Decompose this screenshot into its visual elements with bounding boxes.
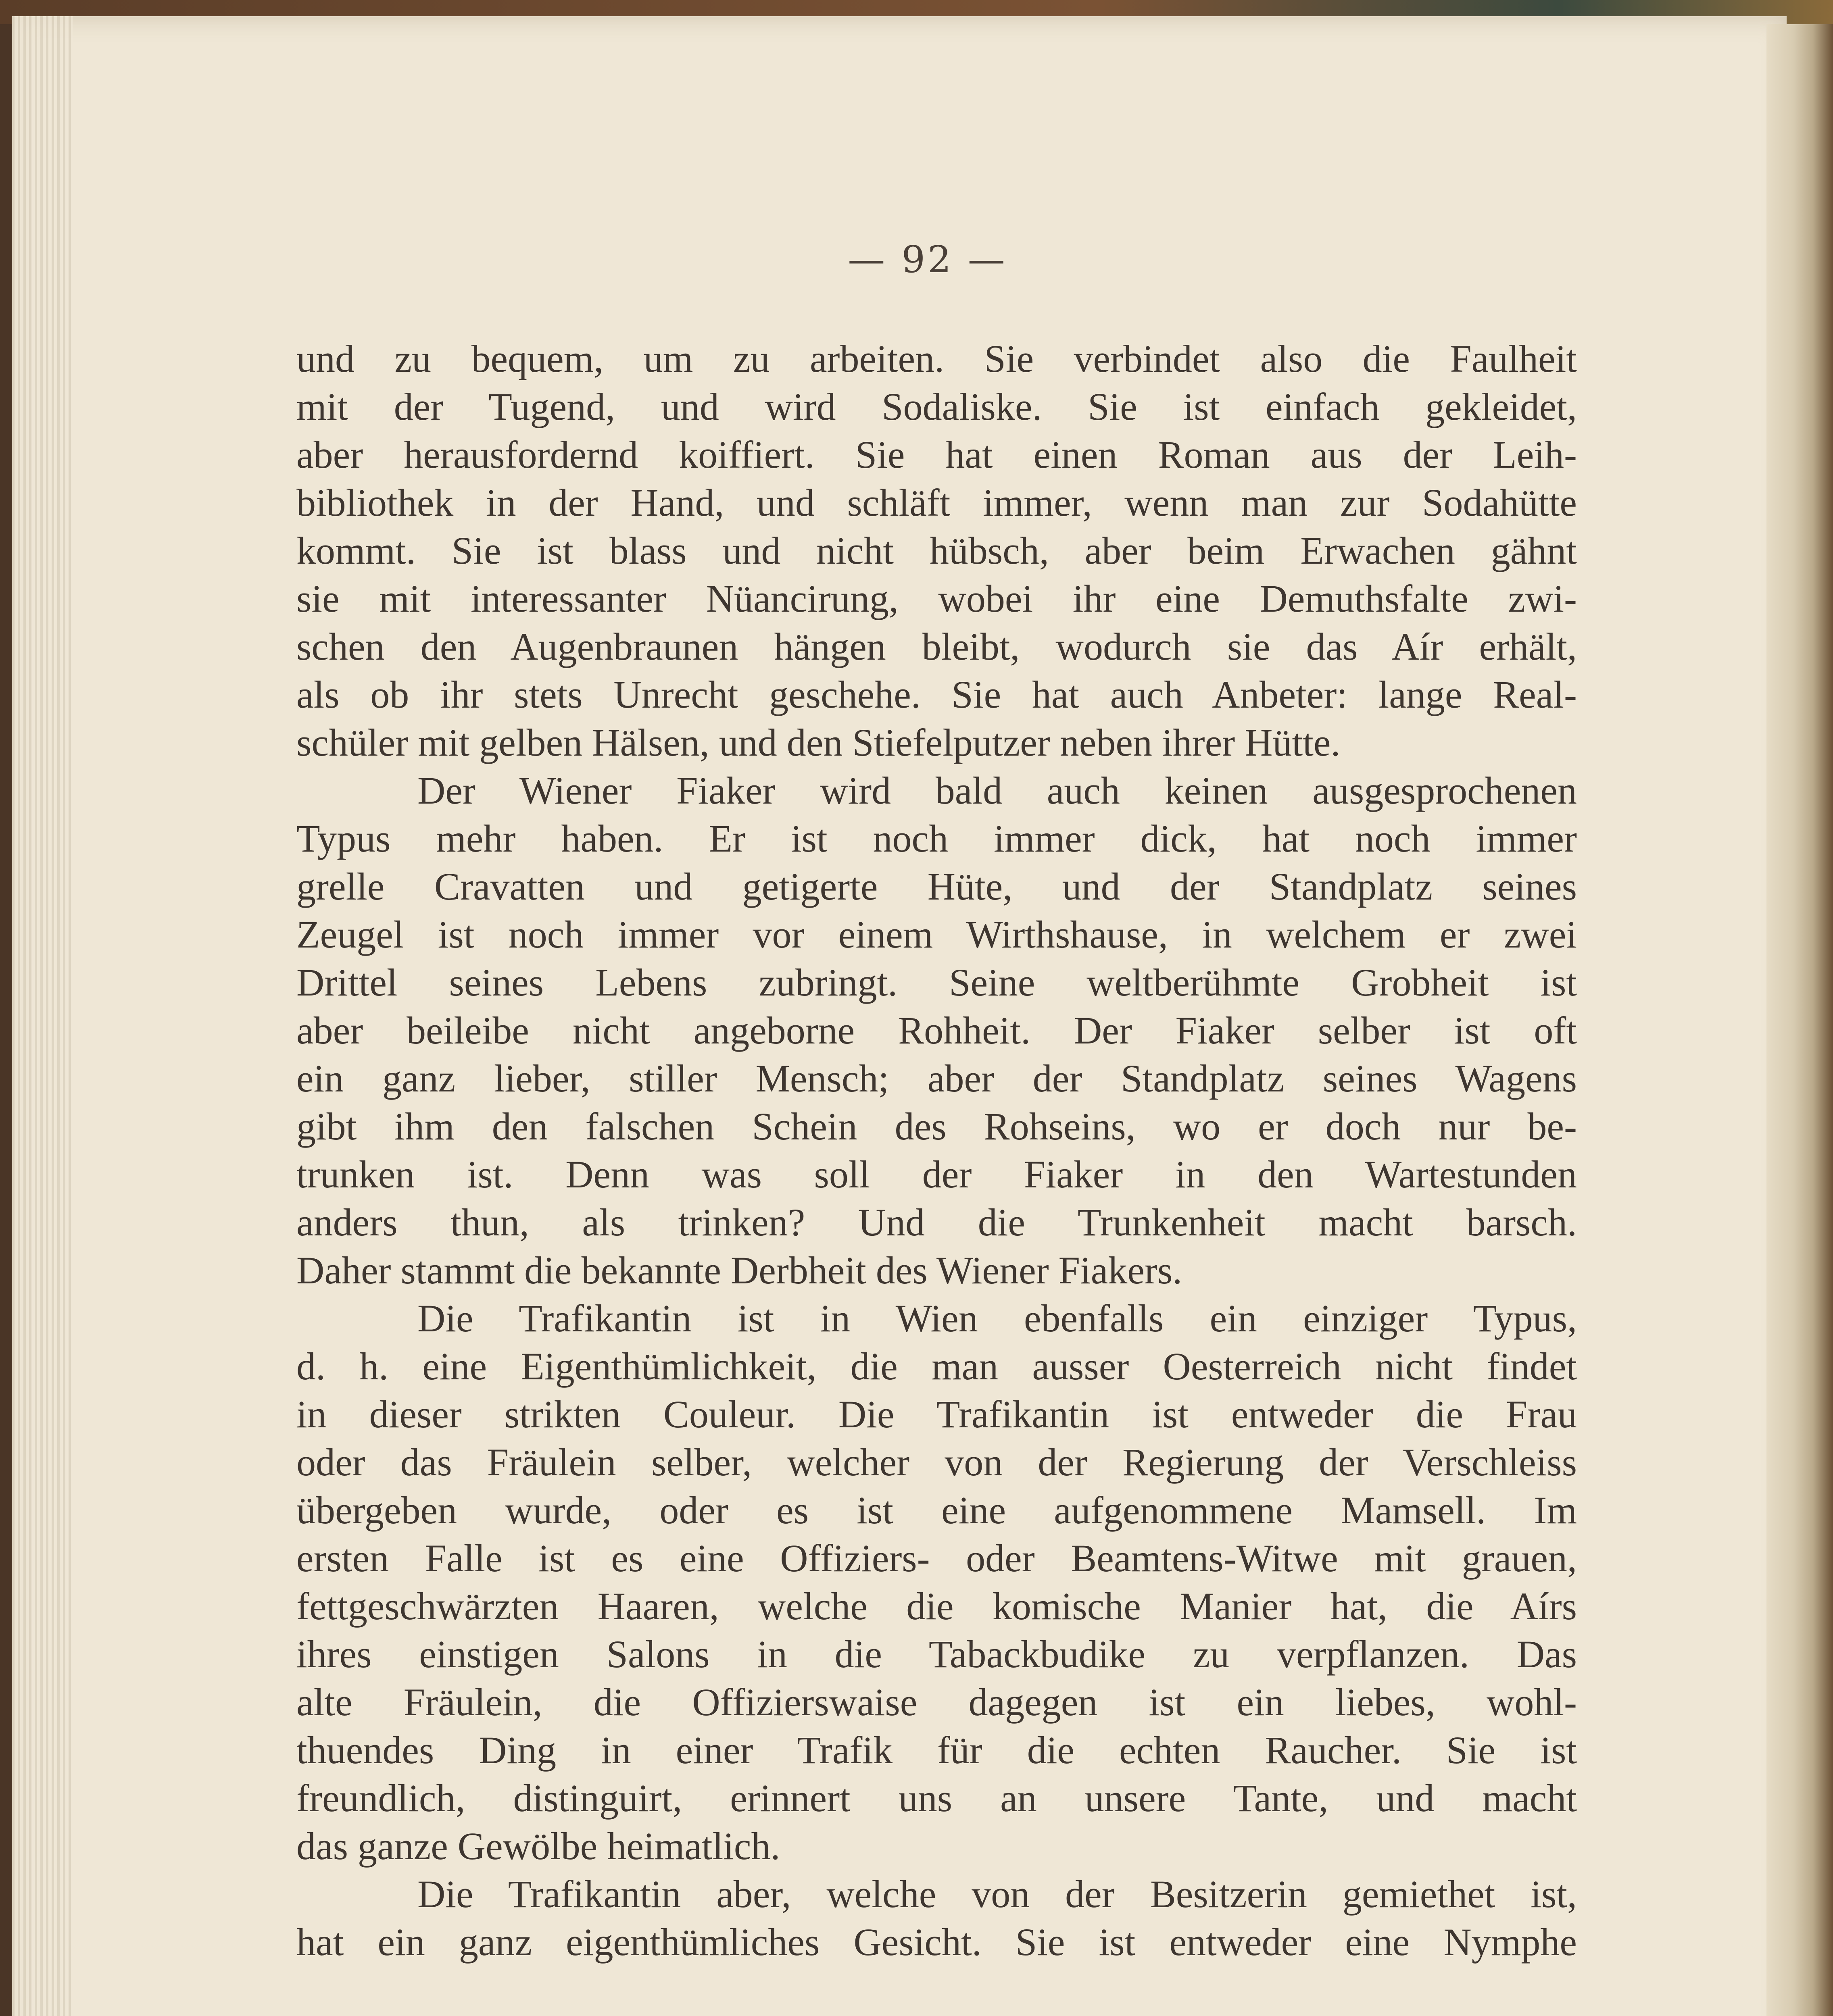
text-line: Typus mehr haben. Er ist noch immer dick, hat noch immer — [296, 817, 1577, 860]
text-line: alte Fräulein, die Offizierswaise dagegen ist ein liebes, wohl- — [296, 1681, 1577, 1724]
text-line: aber beileibe nicht angeborne Rohheit. Der Fiaker selber ist oft — [296, 1009, 1577, 1052]
paragraph-start: Die Trafikantin ist in Wien ebenfalls ein einziger Typus, — [417, 1297, 1577, 1340]
text-line: sie mit interessanter Nüancirung, wobei ihr eine Demuthsfalte zwi- — [296, 577, 1577, 620]
paragraph-start: Der Wiener Fiaker wird bald auch keinen ausgesprochenen — [417, 769, 1577, 812]
text-line: trunken ist. Denn was soll der Fiaker in den Wartestunden — [296, 1153, 1577, 1196]
paragraph-start: Die Trafikantin aber, welche von der Besitzerin gemiethet ist, — [417, 1872, 1577, 1916]
text-line: Drittel seines Lebens zubringt. Seine weltberühmte Grobheit ist — [296, 961, 1577, 1004]
text-line: d. h. eine Eigenthümlichkeit, die man ausser Oesterreich nicht findet — [296, 1345, 1577, 1388]
text-line: bibliothek in der Hand, und schläft immer, wenn man zur Sodahütte — [296, 481, 1577, 524]
text-line: schüler mit gelben Hälsen, und den Stiefelputzer neben ihrer Hütte. — [296, 721, 1341, 764]
text-line: oder das Fräulein selber, welcher von der Regierung der Verschleiss — [296, 1441, 1577, 1484]
text-line: kommt. Sie ist blass und nicht hübsch, aber beim Erwachen gähnt — [296, 529, 1577, 572]
book-gutter — [1766, 24, 1833, 2016]
text-line: anders thun, als trinken? Und die Trunkenheit macht barsch. — [296, 1201, 1577, 1244]
text-line: freundlich, distinguirt, erinnert uns an unsere Tante, und macht — [296, 1776, 1577, 1820]
text-line: als ob ihr stets Unrecht geschehe. Sie hat auch Anbeter: lange Real- — [296, 673, 1577, 716]
text-line: ein ganz lieber, stiller Mensch; aber der Standplatz seines Wagens — [296, 1057, 1577, 1100]
text-line: ersten Falle ist es eine Offiziers- oder Beamtens-Witwe mit grauen, — [296, 1537, 1577, 1580]
text-line: Zeugel ist noch immer vor einem Wirthshause, in welchem er zwei — [296, 913, 1577, 956]
text-line: fettgeschwärzten Haaren, welche die komische Manier hat, die Aírs — [296, 1585, 1577, 1628]
text-line: in dieser strikten Couleur. Die Trafikantin ist entweder die Frau — [296, 1393, 1577, 1436]
text-line: und zu bequem, um zu arbeiten. Sie verbindet also die Faulheit — [296, 337, 1577, 380]
text-line: grelle Cravatten und getigerte Hüte, und der Standplatz seines — [296, 865, 1577, 908]
text-line: ihres einstigen Salons in die Tabackbudike zu verpflanzen. Das — [296, 1633, 1577, 1676]
text-line: übergeben wurde, oder es ist eine aufgenommene Mamsell. Im — [296, 1489, 1577, 1532]
text-line: schen den Augenbraunen hängen bleibt, wodurch sie das Aír erhält, — [296, 625, 1577, 668]
body-text — [296, 335, 1577, 1966]
text-line: gibt ihm den falschen Schein des Rohseins, wo er doch nur be- — [296, 1105, 1577, 1148]
text-line: thuendes Ding in einer Trafik für die echten Raucher. Sie ist — [296, 1729, 1577, 1772]
page-number: — 92 — — [848, 238, 1007, 281]
text-line: das ganze Gewölbe heimatlich. — [296, 1824, 780, 1868]
text-line: mit der Tugend, und wird Sodaliske. Sie ist einfach gekleidet, — [296, 385, 1577, 428]
text-line: hat ein ganz eigenthümliches Gesicht. Sie ist entweder eine Nymphe — [296, 1920, 1577, 1964]
page-stack-edges — [12, 16, 73, 2016]
text-line: Daher stammt die bekannte Derbheit des Wiener Fiakers. — [296, 1249, 1182, 1292]
text-line: aber herausfordernd koiffiert. Sie hat einen Roman aus der Leih- — [296, 433, 1577, 476]
